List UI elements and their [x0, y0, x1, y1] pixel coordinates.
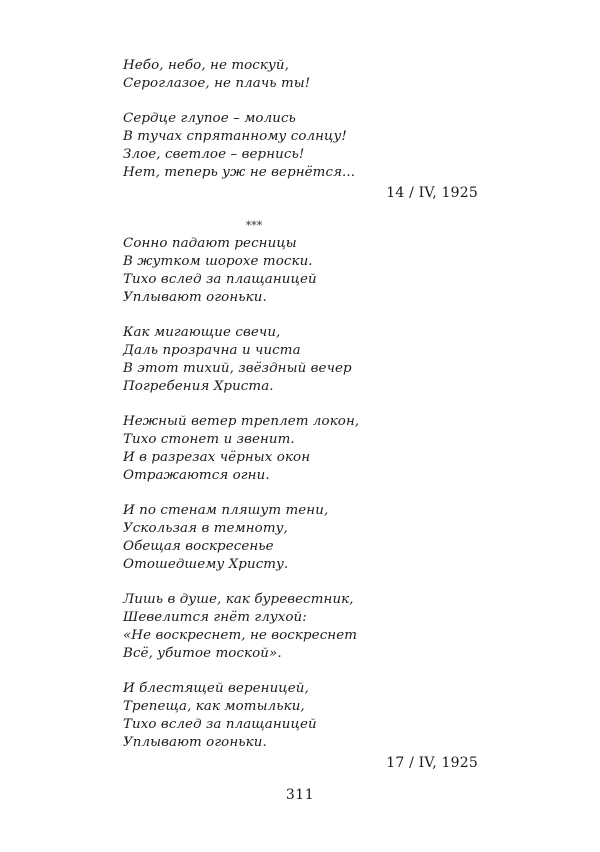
poem-line: Тихо стонет и звенит.: [123, 432, 295, 447]
poem2-stanza-6: [123, 680, 483, 752]
poem-line: В жутком шорохе тоски.: [123, 254, 313, 269]
poem-line: Отошедшему Христу.: [123, 557, 289, 572]
poem1-date: 14 / IV, 1925: [386, 185, 478, 201]
poem-line: Сердце глупое – молись: [123, 111, 296, 126]
poem-line: В тучах спрятанному солнцу!: [123, 129, 347, 144]
poem1-stanza-1: [123, 57, 483, 93]
poem2-date: 17 / IV, 1925: [386, 755, 478, 771]
section-separator: ***: [245, 219, 263, 232]
poem-line: Сероглазое, не плачь ты!: [123, 76, 311, 91]
poem-line: Небо, небо, не тоскуй,: [123, 58, 289, 73]
poem-line: Даль прозрачна и чиста: [123, 343, 301, 358]
poem-line: Как мигающие свечи,: [123, 325, 281, 340]
poem2-stanza-2: [123, 324, 483, 396]
poem-line: «Не воскреснет, не воскреснет: [123, 628, 358, 643]
poem-line: И в разрезах чёрных окон: [123, 450, 311, 465]
poem-line: Сонно падают ресницы: [123, 236, 297, 251]
poem-line: В этот тихий, звёздный вечер: [123, 361, 352, 376]
poem2-stanza-3: [123, 413, 483, 485]
poem-line: Уплывают огоньки.: [123, 735, 267, 750]
poem2-stanza-1: [123, 235, 483, 307]
poem-line: Нежный ветер треплет локон,: [123, 414, 360, 429]
poem-line: Погребения Христа.: [123, 379, 274, 394]
poem-line: Отражаются огни.: [123, 468, 270, 483]
poem-line: И блестящей вереницей,: [123, 681, 309, 696]
poem-line: И по стенам пляшут тени,: [123, 503, 329, 518]
poem-line: Обещая воскресенье: [123, 539, 274, 554]
page-number: 311: [285, 787, 315, 803]
poem1-stanza-2: [123, 110, 483, 182]
poem-line: Уплывают огоньки.: [123, 290, 267, 305]
poem2-stanza-5: [123, 591, 483, 663]
poem-line: Лишь в душе, как буревестник,: [123, 592, 354, 607]
poem-line: Злое, светлое – вернись!: [123, 147, 305, 162]
poem-line: Тихо вслед за плащаницей: [123, 717, 317, 732]
poem-line: Шевелится гнёт глухой:: [123, 610, 307, 625]
poem-text-block: [123, 57, 483, 772]
poem-line: Всё, убитое тоской».: [123, 646, 282, 661]
poem-line: Трепеща, как мотыльки,: [123, 699, 305, 714]
poem-line: Тихо вслед за плащаницей: [123, 272, 317, 287]
poem2-stanza-4: [123, 502, 483, 574]
poem-line: Нет, теперь уж не вернётся...: [123, 165, 356, 180]
poem-line: Ускользая в темноту,: [123, 521, 288, 536]
